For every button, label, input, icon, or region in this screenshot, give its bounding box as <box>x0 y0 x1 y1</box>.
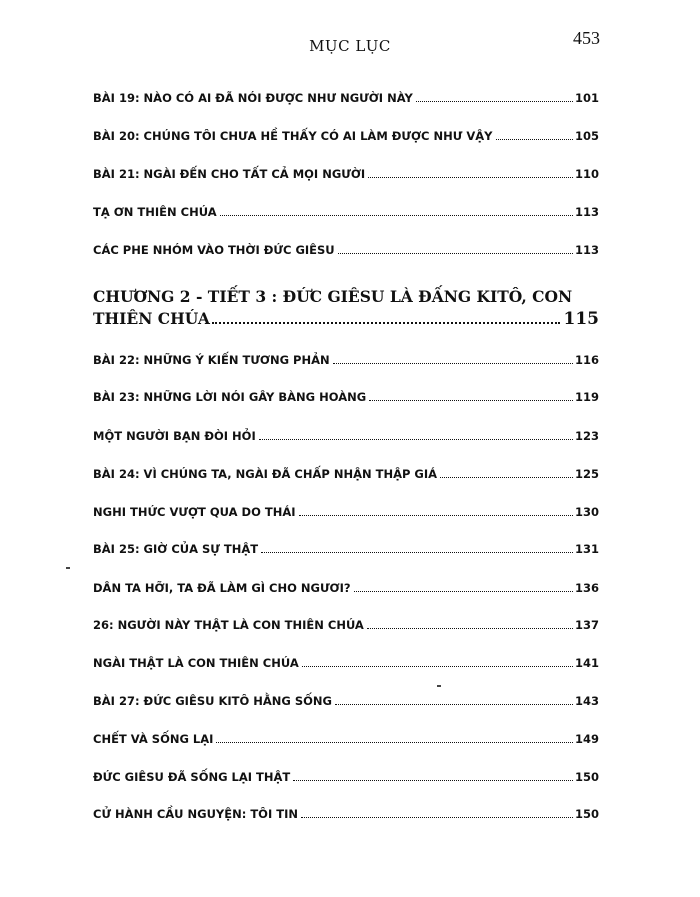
toc-entry-label: MỘT NGƯỜI BẠN ĐÒI HỎI <box>93 429 256 443</box>
dot-leader <box>299 515 573 516</box>
toc-entry[interactable] <box>93 204 599 220</box>
toc-entry[interactable] <box>93 352 599 368</box>
toc-entry-label: CHẾT VÀ SỐNG LẠI <box>93 732 214 746</box>
dot-leader <box>293 780 573 781</box>
dot-leader <box>440 477 573 478</box>
toc-entry[interactable] <box>93 166 599 182</box>
toc-entry[interactable] <box>93 504 599 520</box>
toc-entry[interactable] <box>93 541 599 557</box>
toc-entry[interactable] <box>93 389 599 405</box>
toc-entry-page: 110 <box>574 167 599 181</box>
chapter-page: 115 <box>563 309 599 329</box>
toc-entry-page: 101 <box>574 91 599 105</box>
scan-speck <box>437 685 441 687</box>
chapter-heading-line2 <box>93 308 599 330</box>
toc-entry-label: BÀI 20: CHÚNG TÔI CHƯA HỀ THẤY CÓ AI LÀM ĐƯỢC NHƯ VẬY <box>93 129 493 143</box>
toc-entry-page: 136 <box>574 581 599 595</box>
toc-entry[interactable] <box>93 242 599 258</box>
dot-leader <box>261 552 573 553</box>
dot-leader <box>301 817 573 818</box>
dot-leader <box>220 215 573 216</box>
toc-entry[interactable] <box>93 90 599 106</box>
dot-leader <box>416 101 573 102</box>
toc-entry[interactable] <box>93 466 599 482</box>
dot-leader <box>496 139 573 140</box>
dot-leader <box>338 253 573 254</box>
toc-entry-label: BÀI 22: NHỮNG Ý KIẾN TƯƠNG PHẢN <box>93 353 330 367</box>
toc-entry[interactable] <box>93 806 599 822</box>
dot-leader <box>212 322 560 324</box>
toc-entry-page: 149 <box>574 732 599 746</box>
dot-leader <box>368 177 573 178</box>
toc-entry-label: BÀI 21: NGÀI ĐẾN CHO TẤT CẢ MỌI NGƯỜI <box>93 167 366 181</box>
toc-entry[interactable] <box>93 128 599 144</box>
toc-entry[interactable] <box>93 655 599 671</box>
dot-leader <box>333 363 573 364</box>
toc-entry-page: 137 <box>574 618 599 632</box>
toc-entry-page: 130 <box>574 505 599 519</box>
toc-entry-label: CỬ HÀNH CẦU NGUYỆN: TÔI TIN <box>93 807 298 821</box>
toc-entry-label: TẠ ƠN THIÊN CHÚA <box>93 205 217 219</box>
toc-entry-label: CÁC PHE NHÓM VÀO THỜI ĐỨC GIÊSU <box>93 243 335 257</box>
toc-entry-page: 119 <box>574 390 599 404</box>
dot-leader <box>259 439 573 440</box>
toc-entry-label: ĐỨC GIÊSU ĐÃ SỐNG LẠI THẬT <box>93 770 291 784</box>
toc-entry-page: 125 <box>574 467 599 481</box>
dot-leader <box>367 628 573 629</box>
toc-entry[interactable] <box>93 617 599 633</box>
toc-entry-label: DÂN TA HỠI, TA ĐÃ LÀM GÌ CHO NGƯƠI? <box>93 581 351 595</box>
toc-entry-label: NGHI THỨC VƯỢT QUA DO THÁI <box>93 505 296 519</box>
page-number: 453 <box>573 28 600 48</box>
toc-entry-page: 131 <box>574 542 599 556</box>
dot-leader <box>369 400 573 401</box>
toc-entry-page: 113 <box>574 243 599 257</box>
chapter-heading-line1: CHƯƠNG 2 - TIẾT 3 : ĐỨC GIÊSU LÀ ĐẤNG KITÔ, CON <box>93 287 573 306</box>
toc-entry-page: 150 <box>574 807 599 821</box>
toc-entry-page: 105 <box>574 129 599 143</box>
toc-entry-label: BÀI 23: NHỮNG LỜI NÓI GÂY BÀNG HOÀNG <box>93 390 367 404</box>
toc-entry[interactable] <box>93 580 599 596</box>
toc-entry-page: 141 <box>574 656 599 670</box>
toc-entry[interactable] <box>93 731 599 747</box>
toc-entry-page: 143 <box>574 694 599 708</box>
chapter-heading[interactable] <box>93 286 599 330</box>
dot-leader <box>354 591 573 592</box>
toc-entry-page: 113 <box>574 205 599 219</box>
toc-entry[interactable] <box>93 428 599 444</box>
chapter-heading-label: THIÊN CHÚA <box>93 309 210 328</box>
toc-entry[interactable] <box>93 693 599 709</box>
page-title: MỤC LỤC <box>309 37 391 55</box>
toc-entry-label: BÀI 27: ĐỨC GIÊSU KITÔ HẰNG SỐNG <box>93 694 332 708</box>
dot-leader <box>302 666 573 667</box>
toc-entry[interactable] <box>93 769 599 785</box>
toc-entry-page: 150 <box>574 770 599 784</box>
toc-entry-label: BÀI 25: GIỜ CỦA SỰ THẬT <box>93 542 259 556</box>
toc-entry-label: BÀI 19: NÀO CÓ AI ĐÃ NÓI ĐƯỢC NHƯ NGƯỜI NÀY <box>93 91 413 105</box>
toc-entry-label: BÀI 24: VÌ CHÚNG TA, NGÀI ĐÃ CHẤP NHẬN THẬP GIÁ <box>93 467 438 481</box>
toc-entry-label: NGÀI THẬT LÀ CON THIÊN CHÚA <box>93 656 299 670</box>
toc-entry-page: 123 <box>574 429 599 443</box>
toc-entry-page: 116 <box>574 353 599 367</box>
dot-leader <box>216 742 573 743</box>
dot-leader <box>335 704 573 705</box>
scan-speck <box>66 567 70 569</box>
toc-entry-label: 26: NGƯỜI NÀY THẬT LÀ CON THIÊN CHÚA <box>93 618 364 632</box>
